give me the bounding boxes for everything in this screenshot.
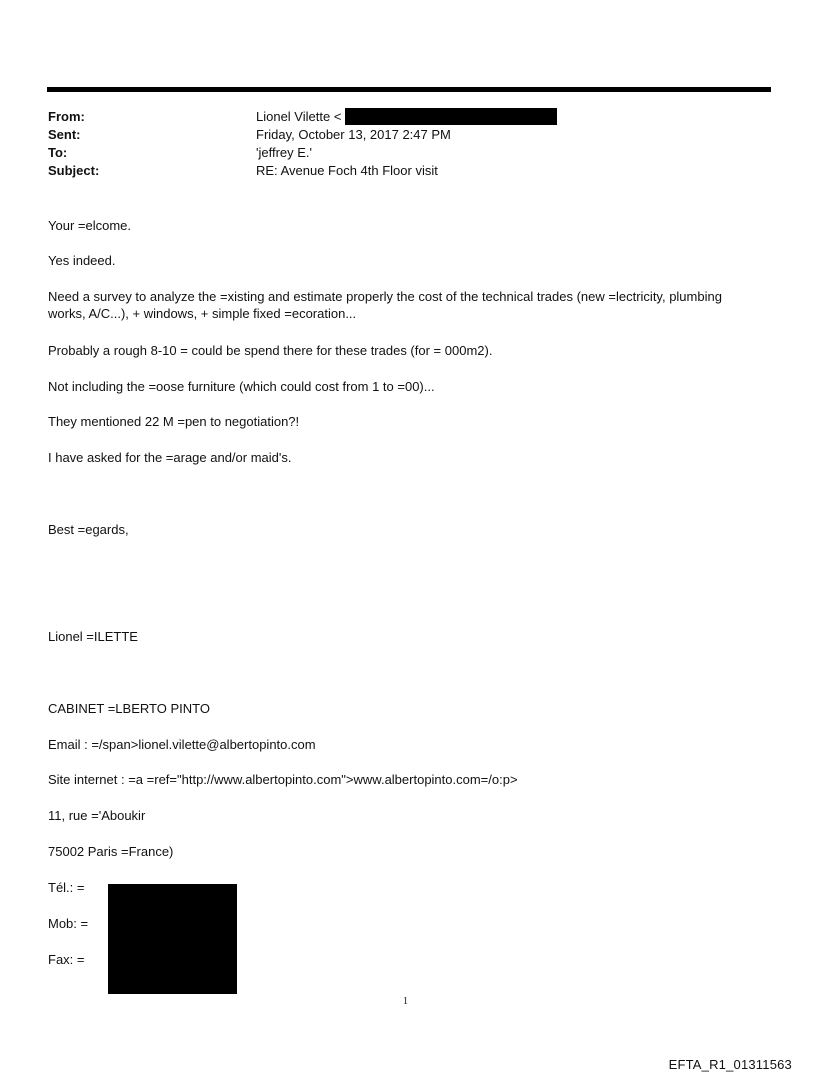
subject-value: RE: Avenue Foch 4th Floor visit [256, 163, 438, 178]
signature-address-street: 11, rue ='Aboukir [48, 808, 146, 823]
subject-label: Subject: [48, 163, 100, 178]
sent-label: Sent: [48, 127, 81, 142]
document-id: EFTA_R1_01311563 [668, 1057, 792, 1072]
body-paragraph: Not including the =oose furniture (which could cost from 1 to =00)... [48, 379, 435, 394]
mobile-label: Mob: = [48, 916, 89, 931]
from-label: From: [48, 109, 85, 124]
page-number: 1 [403, 996, 408, 1007]
signature-address-city: 75002 Paris =France) [48, 844, 174, 859]
signature-name: Lionel =ILETTE [48, 629, 138, 644]
redaction-from-email [345, 108, 557, 125]
signature-email[interactable]: Email : =/span>lionel.vilette@albertopinto.com [48, 737, 316, 752]
signature-company: CABINET =LBERTO PINTO [48, 701, 210, 716]
phone-label: Tél.: = [48, 880, 85, 895]
body-paragraph: They mentioned 22 M =pen to negotiation?! [48, 414, 300, 429]
from-value: Lionel Vilette < [256, 109, 342, 124]
body-paragraph: Your =elcome. [48, 218, 131, 233]
to-value: 'jeffrey E.' [256, 145, 313, 160]
to-label: To: [48, 145, 68, 160]
signature-website[interactable]: Site internet : =a =ref="http://www.albertopinto.com">www.albertopinto.com=/o:p> [48, 772, 518, 787]
sign-off: Best =egards, [48, 522, 129, 537]
body-paragraph: I have asked for the =arage and/or maid's. [48, 450, 292, 465]
body-paragraph: Yes indeed. [48, 253, 116, 268]
fax-label: Fax: = [48, 952, 85, 967]
redaction-phone-numbers [108, 884, 237, 994]
body-paragraph: Probably a rough 8-10 = could be spend there for these trades (for = 000m2). [48, 343, 493, 358]
body-paragraph: Need a survey to analyze the =xisting and estimate properly the cost of the technical trades (new =lectricity, plumbing works, A/C...), + windows, + simple fixed =ecoration... [48, 289, 722, 321]
sent-value: Friday, October 13, 2017 2:47 PM [256, 127, 451, 142]
header-divider [47, 87, 771, 92]
